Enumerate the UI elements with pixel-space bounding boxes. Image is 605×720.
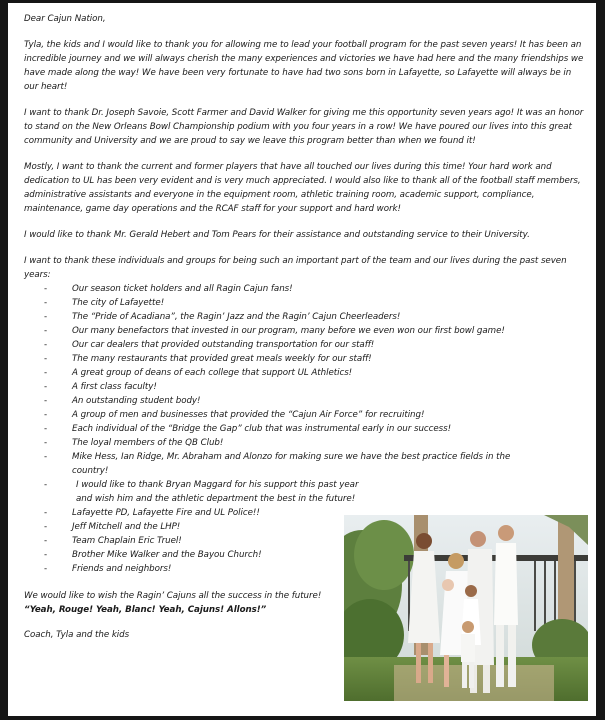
family-photo	[344, 515, 588, 701]
paragraph-thanks-fans: Tyla, the kids and I would like to thank you for allowing me to lead your football program for the past seven years! It has been an incredible journey and we will always cherish the many experiences and victories we have had here and the many friendships we have made along the way! We have been very fortunate to have had two sons born in Lafayette, so Lafayette will always be in our heart!	[24, 40, 584, 92]
letter-page	[8, 3, 596, 716]
list-item: - Lafayette PD, Lafayette Fire and UL Police!!	[44, 508, 260, 518]
list-item: - Our car dealers that provided outstanding transportation for our staff!	[44, 340, 375, 350]
list-item: - A first class faculty!	[44, 382, 157, 392]
list-item: - A great group of deans of each college that support UL Athletics!	[44, 368, 353, 378]
list-item: - Brother Mike Walker and the Bayou Church!	[44, 550, 262, 560]
list-item: - Team Chaplain Eric Truel!	[44, 536, 182, 546]
paragraph-thanks-players-staff: Mostly, I want to thank the current and former players that have all touched our lives during this time! Your hard work and dedication to UL has been very evident and is very much appreciated. I would also like to thank all of the football staff members, administrative assistants and everyone in the equipment room, athletic training room, academic support, compliance, maintenance, game day operations and the RCAF staff for your support and hard work!	[24, 162, 581, 214]
list-item: - I would like to thank Bryan Maggard for his support this past year and wish him and the athletic department the best in the future!	[44, 480, 359, 504]
list-item: - Friends and neighbors!	[44, 564, 172, 574]
paragraph-thanks-hebert-pears: I would like to thank Mr. Gerald Hebert and Tom Pears for their assistance and outstanding service to their University.	[24, 230, 530, 240]
list-item: - The many restaurants that provided great meals weekly for our staff!	[44, 354, 372, 364]
list-item: - An outstanding student body!	[44, 396, 201, 406]
list-item: - Our season ticket holders and all Ragin Cajun fans!	[44, 284, 293, 294]
list-item: - Our many benefactors that invested in our program, many before we even won our first bowl game!	[44, 326, 505, 336]
list-item: - Each individual of the “Bridge the Gap” club that was instrumental early in our success!	[44, 424, 452, 434]
salutation: Dear Cajun Nation,	[24, 14, 106, 24]
family-photo-image	[344, 515, 588, 701]
paragraph-thanks-administration: I want to thank Dr. Joseph Savoie, Scott Farmer and David Walker for giving me this opportunity seven years ago! It was an honor to stand on the New Orleans Bowl Championship podium with you four years in a row! We have poured our lives into this great community and University and we are proud to say we leave this program better than when we found it!	[24, 108, 584, 146]
list-item: - The city of Lafayette!	[44, 298, 165, 308]
list-item: - A group of men and businesses that provided the “Cajun Air Force” for recruiting!	[44, 410, 425, 420]
list-item: - Mike Hess, Ian Ridge, Mr. Abraham and Alonzo for making sure we have the best practice fields in the country!	[44, 452, 511, 476]
list-intro: I want to thank these individuals and groups for being such an important part of the team and our lives during the past seven years:	[24, 256, 567, 280]
list-item: - The “Pride of Acadiana”, the Ragin’ Jazz and the Ragin’ Cajun Cheerleaders!	[44, 312, 401, 322]
closing-wish: We would like to wish the Ragin’ Cajuns all the success in the future!	[24, 591, 322, 601]
list-item: - The loyal members of the QB Club!	[44, 438, 224, 448]
signature: Coach, Tyla and the kids	[24, 630, 130, 640]
closing-cheer: “Yeah, Rouge! Yeah, Blanc! Yeah, Cajuns! Allons!”	[24, 605, 267, 615]
list-item: - Jeff Mitchell and the LHP!	[44, 522, 181, 532]
